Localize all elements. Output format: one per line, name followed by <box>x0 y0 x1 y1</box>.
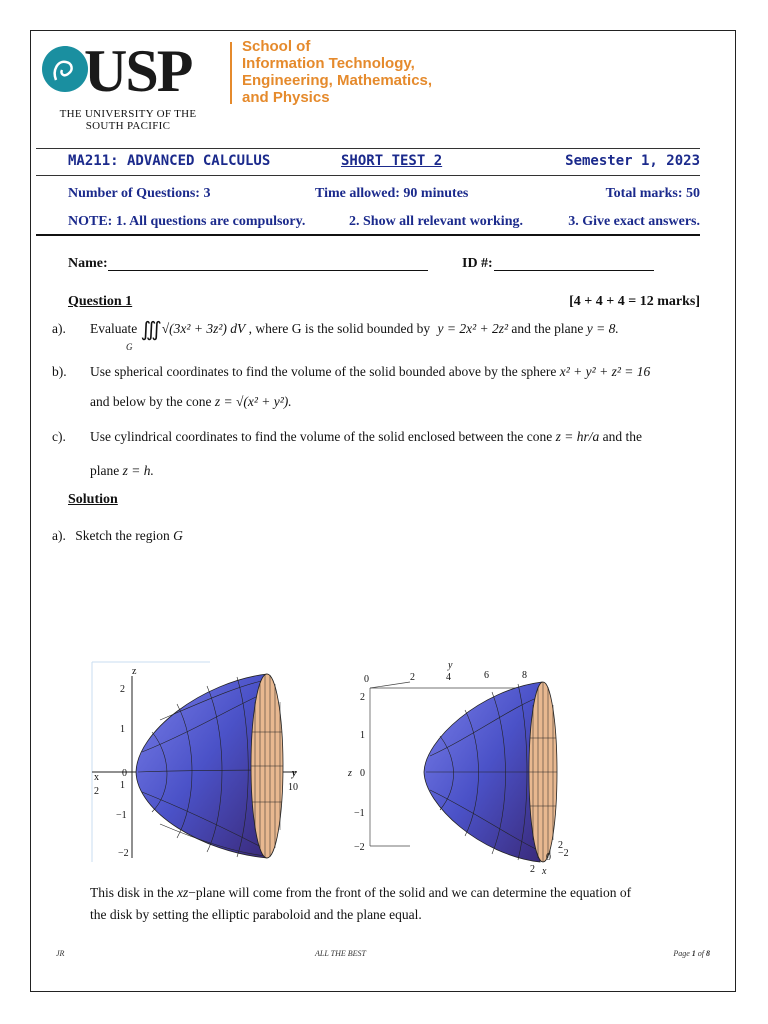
solution-paragraph-2: the disk by setting the elliptic paraboloid and the plane equal. <box>90 907 422 922</box>
tick-x-bottom: 2 <box>530 864 535 875</box>
test-title: SHORT TEST 2 <box>341 153 443 169</box>
text: and the plane <box>511 321 584 336</box>
text: Use cylindrical coordinates to find the volume of the solid enclosed between the cone <box>90 429 553 444</box>
equation: z = h. <box>122 463 154 478</box>
text: Sketch the region <box>75 528 170 543</box>
text: −plane will come from the front of the solid and we can determine the equation of <box>188 885 632 900</box>
university-name: THE UNIVERSITY OF THE SOUTH PACIFIC <box>59 108 197 132</box>
variable: xz <box>177 885 189 900</box>
text: plane <box>90 463 120 478</box>
triple-integral-icon: ∭ <box>140 319 162 341</box>
solution-a <box>52 527 183 545</box>
part-c-text <box>90 428 700 446</box>
tick-z: 2 <box>360 692 365 703</box>
tick-x: 2 <box>558 840 563 851</box>
note-1: NOTE: 1. All questions are compulsory. <box>68 214 306 229</box>
tick-z: −1 <box>354 808 365 819</box>
tick-x: 0 <box>546 852 551 863</box>
variable: G <box>173 528 183 543</box>
tick-origin: 1 <box>120 780 125 791</box>
school-name <box>242 38 432 106</box>
integrand: √(3x² + 3z²) dV <box>161 321 246 336</box>
name-label: Name: <box>68 256 108 271</box>
integral-subscript: G <box>126 342 133 352</box>
axis-label-z: z <box>348 768 352 779</box>
equation: x² + y² + z² = 16 <box>559 364 651 379</box>
tick-z: 0 <box>360 768 365 779</box>
tick-y: 10 <box>288 782 298 793</box>
divider <box>36 234 700 236</box>
tick-x: −2 <box>558 848 569 859</box>
solution-paragraph <box>90 884 705 902</box>
footer-center: ALL THE BEST <box>315 949 366 958</box>
usp-brand: USP <box>84 38 192 104</box>
text: and below by the cone <box>90 394 212 409</box>
equation: z = √(x² + y²). <box>214 394 292 409</box>
tick-x: 2 <box>94 786 99 797</box>
axis-label-x: x <box>94 772 99 783</box>
name-field[interactable] <box>108 270 428 271</box>
part-c-text-2 <box>90 462 154 480</box>
school-line: Engineering, Mathematics, <box>242 72 433 89</box>
solution-title: Solution <box>68 492 118 507</box>
footer-page <box>673 949 710 958</box>
paraboloid-surface <box>136 674 267 858</box>
divider <box>36 148 700 149</box>
text: and the <box>602 429 642 444</box>
num-questions: Number of Questions: 3 <box>68 186 211 201</box>
school-line: School of <box>242 38 311 55</box>
part-c-label: c). <box>52 429 66 444</box>
text: This disk in the <box>90 885 174 900</box>
logo-divider <box>230 42 232 104</box>
page-number: 1 <box>691 949 696 958</box>
question-title: Question 1 <box>68 294 133 309</box>
axis-label-x: x <box>542 866 547 877</box>
axis-label-y: y <box>292 768 297 779</box>
id-label: ID #: <box>462 256 493 271</box>
part-a-label: a). <box>52 321 66 336</box>
total-marks: Total marks: 50 <box>605 186 700 201</box>
text: Evaluate <box>90 321 138 336</box>
part-b-text <box>90 363 650 381</box>
page-prefix: Page <box>673 949 690 958</box>
solution-a-label: a). <box>52 528 66 543</box>
tick-z: −2 <box>354 842 365 853</box>
page-of: of <box>697 949 704 958</box>
school-line: Information Technology, <box>242 55 415 72</box>
tick-z: 2 <box>120 684 125 695</box>
footer-left: JR <box>56 949 65 958</box>
part-a-text <box>90 320 619 339</box>
page-total: 8 <box>706 949 710 958</box>
tick-y: 8 <box>522 670 527 681</box>
paraboloid-plot-left <box>92 662 322 862</box>
id-field[interactable] <box>494 270 654 271</box>
divider <box>36 175 700 176</box>
time-allowed: Time allowed: 90 minutes <box>315 186 469 201</box>
note-2: 2. Show all relevant working. <box>349 214 523 229</box>
tick-z: 0 <box>122 768 127 779</box>
axis-label-y: y <box>448 660 453 671</box>
note-3: 3. Give exact answers. <box>568 214 700 229</box>
equation: y = 2x² + 2z² <box>437 321 509 336</box>
part-b-label: b). <box>52 364 67 379</box>
tick-z: −2 <box>118 848 129 859</box>
question-marks: [4 + 4 + 4 = 12 marks] <box>569 294 700 309</box>
tick-y: 4 <box>446 672 451 683</box>
disk-mesh <box>529 682 557 862</box>
tick-y: 2 <box>410 672 415 683</box>
header-logo <box>36 36 716 146</box>
equation: z = hr/a <box>555 429 600 444</box>
paraboloid-plot-right <box>350 660 580 878</box>
tick-y: 6 <box>484 670 489 681</box>
axis-label-z: z <box>132 666 137 677</box>
tick-z: −1 <box>116 810 127 821</box>
school-line: and Physics <box>242 89 330 106</box>
semester: Semester 1, 2023 <box>565 153 700 169</box>
equation: y = 8. <box>586 321 619 336</box>
tick-z: 1 <box>120 724 125 735</box>
text: Use spherical coordinates to find the volume of the solid bounded above by the sphere <box>90 364 557 379</box>
course-title: MA211: ADVANCED CALCULUS <box>68 153 271 169</box>
tick-z: 1 <box>360 730 365 741</box>
part-b-text-2 <box>90 393 292 411</box>
tick-y: 0 <box>364 674 369 685</box>
text: , where G is the solid bounded by <box>248 321 431 336</box>
